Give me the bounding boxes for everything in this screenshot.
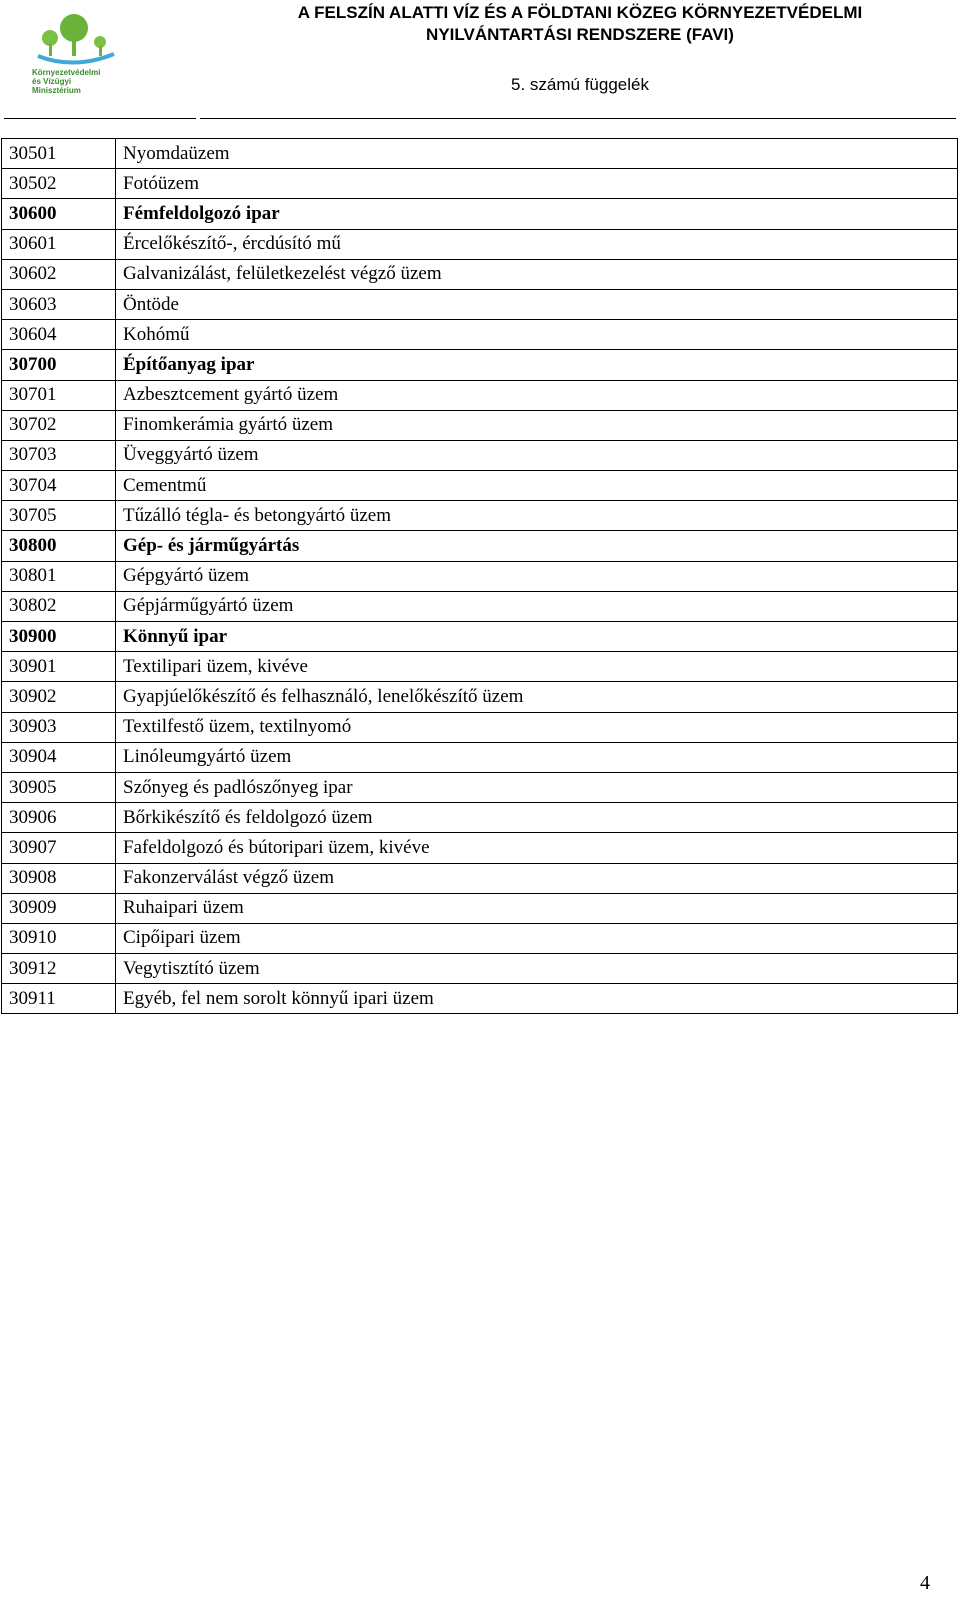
activity-name-cell: Ruhaipari üzem <box>116 893 958 923</box>
activity-name-cell: Vegytisztító üzem <box>116 954 958 984</box>
table-row <box>2 923 958 953</box>
code-cell: 30602 <box>2 259 116 289</box>
title-line-2: NYILVÁNTARTÁSI RENDSZERE (FAVI) <box>426 25 734 44</box>
table-row <box>2 259 958 289</box>
header-divider-left <box>4 118 196 119</box>
activity-name-cell: Ércelőkészítő-, ércdúsító mű <box>116 229 958 259</box>
table-row <box>2 652 958 682</box>
activity-name-cell: Öntöde <box>116 289 958 319</box>
activity-name-cell: Fotóüzem <box>116 169 958 199</box>
activity-name-cell: Azbesztcement gyártó üzem <box>116 380 958 410</box>
code-cell: 30909 <box>2 893 116 923</box>
activity-name-cell: Építőanyag ipar <box>116 350 958 380</box>
code-cell: 30903 <box>2 712 116 742</box>
code-cell: 30800 <box>2 531 116 561</box>
table-row <box>2 772 958 802</box>
code-cell: 30906 <box>2 803 116 833</box>
document-title <box>230 2 930 46</box>
table-row <box>2 199 958 229</box>
table-row <box>2 380 958 410</box>
code-cell: 30600 <box>2 199 116 229</box>
table-body <box>2 139 958 1014</box>
table-row <box>2 471 958 501</box>
table-row <box>2 410 958 440</box>
table-row <box>2 350 958 380</box>
title-line-1: A FELSZÍN ALATTI VÍZ ÉS A FÖLDTANI KÖZEG KÖRNYEZETVÉDELMI <box>297 3 863 22</box>
table-row <box>2 954 958 984</box>
code-cell: 30907 <box>2 833 116 863</box>
appendix-label: 5. számú függelék <box>511 75 649 94</box>
code-cell: 30502 <box>2 169 116 199</box>
activity-name-cell: Nyomdaüzem <box>116 139 958 169</box>
code-cell: 30501 <box>2 139 116 169</box>
activity-name-cell: Fafeldolgozó és bútoripari üzem, kivéve <box>116 833 958 863</box>
table-row <box>2 742 958 772</box>
logo-line-2: és Vízügyi <box>32 77 72 86</box>
code-cell: 30904 <box>2 742 116 772</box>
table-row <box>2 803 958 833</box>
activity-name-cell: Gépgyártó üzem <box>116 561 958 591</box>
table-row <box>2 531 958 561</box>
page-number: 4 <box>920 1572 930 1594</box>
table-row <box>2 863 958 893</box>
table-row <box>2 320 958 350</box>
table-row <box>2 622 958 652</box>
code-cell: 30703 <box>2 440 116 470</box>
tree-logo-icon <box>28 8 128 70</box>
code-cell: 30701 <box>2 380 116 410</box>
activity-name-cell: Textilfestő üzem, textilnyomó <box>116 712 958 742</box>
code-cell: 30801 <box>2 561 116 591</box>
activity-name-cell: Kohómű <box>116 320 958 350</box>
activity-name-cell: Gép- és járműgyártás <box>116 531 958 561</box>
activity-name-cell: Fakonzerválást végző üzem <box>116 863 958 893</box>
code-cell: 30911 <box>2 984 116 1014</box>
table-row <box>2 289 958 319</box>
code-cell: 30604 <box>2 320 116 350</box>
logo-ministry-name <box>32 68 128 95</box>
activity-name-cell: Cementmű <box>116 471 958 501</box>
code-cell: 30601 <box>2 229 116 259</box>
activity-name-cell: Textilipari üzem, kivéve <box>116 652 958 682</box>
activity-name-cell: Finomkerámia gyártó üzem <box>116 410 958 440</box>
table-row <box>2 682 958 712</box>
code-cell: 30910 <box>2 923 116 953</box>
code-cell: 30705 <box>2 501 116 531</box>
page-header <box>0 0 960 120</box>
table-row <box>2 833 958 863</box>
activity-name-cell: Könnyű ipar <box>116 622 958 652</box>
activity-name-cell: Gépjárműgyártó üzem <box>116 591 958 621</box>
code-cell: 30901 <box>2 652 116 682</box>
code-cell: 30700 <box>2 350 116 380</box>
code-cell: 30900 <box>2 622 116 652</box>
ministry-logo <box>28 8 128 104</box>
activity-name-cell: Szőnyeg és padlószőnyeg ipar <box>116 772 958 802</box>
activity-name-cell: Linóleumgyártó üzem <box>116 742 958 772</box>
activity-name-cell: Tűzálló tégla- és betongyártó üzem <box>116 501 958 531</box>
code-cell: 30905 <box>2 772 116 802</box>
table-row <box>2 893 958 923</box>
activity-name-cell: Galvanizálást, felületkezelést végző üzem <box>116 259 958 289</box>
table-row <box>2 561 958 591</box>
code-cell: 30603 <box>2 289 116 319</box>
code-cell: 30902 <box>2 682 116 712</box>
table-row <box>2 169 958 199</box>
table-row <box>2 984 958 1014</box>
code-cell: 30704 <box>2 471 116 501</box>
table-row <box>2 501 958 531</box>
header-divider-right <box>200 118 956 119</box>
code-cell: 30908 <box>2 863 116 893</box>
logo-line-1: Környezetvédelmi <box>32 68 101 77</box>
table-row <box>2 229 958 259</box>
activity-name-cell: Gyapjúelőkészítő és felhasználó, lenelőkészítő üzem <box>116 682 958 712</box>
activity-name-cell: Fémfeldolgozó ipar <box>116 199 958 229</box>
code-cell: 30802 <box>2 591 116 621</box>
table-row <box>2 712 958 742</box>
logo-line-3: Minisztérium <box>32 86 81 95</box>
table-row <box>2 591 958 621</box>
activity-name-cell: Üveggyártó üzem <box>116 440 958 470</box>
activity-code-table <box>1 138 958 1014</box>
code-cell: 30702 <box>2 410 116 440</box>
activity-name-cell: Egyéb, fel nem sorolt könnyű ipari üzem <box>116 984 958 1014</box>
activity-name-cell: Bőrkikészítő és feldolgozó üzem <box>116 803 958 833</box>
table-row <box>2 139 958 169</box>
table-row <box>2 440 958 470</box>
activity-name-cell: Cipőipari üzem <box>116 923 958 953</box>
code-cell: 30912 <box>2 954 116 984</box>
